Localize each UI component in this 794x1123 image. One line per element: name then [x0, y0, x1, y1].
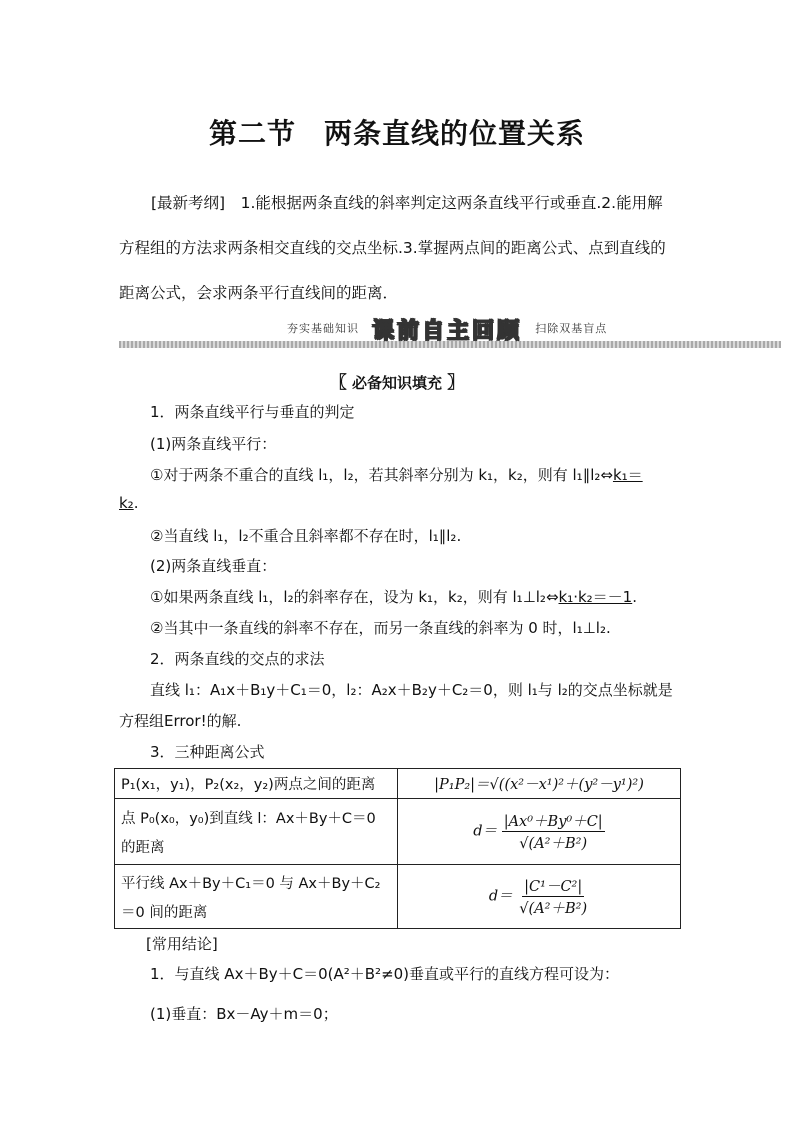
s1-sub2: (2)两条直线垂直：: [150, 557, 277, 575]
s2-line2: 方程组Error!的解.: [119, 712, 242, 730]
s1-item2b: ②当其中一条直线的斜率不存在，而另一条直线的斜率为 0 时，l₁⊥l₂.: [150, 619, 611, 637]
table-cell: 点 P₀(x₀，y₀)到直线 l：Ax＋By＋C＝0 的距离: [115, 799, 398, 865]
s3-heading: 3．三种距离公式: [150, 743, 265, 761]
page-title: [0, 112, 794, 152]
s2-line1: 直线 l₁：A₁x＋B₁y＋C₁＝0，l₂：A₂x＋B₂y＋C₂＝0，则 l₁与 l₂的交点坐标就是: [150, 681, 673, 699]
intro-line-3: 距离公式，会求两条平行直线间的距离．: [119, 284, 399, 302]
answer-blank: k₁＝: [612, 466, 643, 484]
distance-formula-table: [114, 768, 681, 929]
s1-item2a: ①如果两条直线 l₁，l₂的斜率存在，设为 k₁，k₂，则有 l₁⊥l₂⇔k₁·k₂＝－1.: [150, 588, 638, 606]
s1-heading: 1．两条直线平行与垂直的判定: [150, 403, 355, 421]
table-row: [115, 865, 681, 929]
section-banner: [119, 314, 781, 354]
right-bracket-icon: 〗: [447, 373, 465, 393]
table-cell: 平行线 Ax＋By＋C₁＝0 与 Ax＋By＋C₂ ＝0 间的距离: [115, 865, 398, 929]
fraction: $\frac{\text{|Ax⁰＋By⁰＋C|}}{\text{√(A²＋B²)}}$: [502, 810, 605, 853]
answer-blank: k₁·k₂＝－1: [558, 588, 633, 606]
s1-item1a-cont: k₂.: [119, 494, 139, 512]
banner-left-text: 夯实基础知识: [287, 322, 359, 335]
title-topic: 两条直线的位置关系: [324, 117, 586, 150]
intro-paragraph: [119, 181, 679, 316]
answer-blank: k₂: [119, 494, 134, 512]
section-heading: [0, 368, 794, 393]
conclusion-line2: (1)垂直：Bx－Ay＋m＝0；: [150, 1005, 338, 1023]
s2-heading: 2．两条直线的交点的求法: [150, 650, 325, 668]
banner-right-text: 扫除双基盲点: [535, 322, 608, 335]
intro-line-1: [最新考纲] 1.能根据两条直线的斜率判定这两条直线平行或垂直.2.能用解: [151, 194, 663, 212]
s1-sub1: (1)两条直线平行：: [150, 435, 277, 453]
fraction: $\frac{\text{|C¹－C²|}}{\text{√(A²＋B²)}}$: [517, 875, 589, 918]
table-cell: d＝ $\frac{\text{|C¹－C²|}}{\text{√(A²＋B²)}}$: [398, 865, 681, 929]
table-row: [115, 799, 681, 865]
conclusion-heading: [常用结论]: [146, 935, 218, 953]
left-bracket-icon: 〖: [329, 373, 347, 393]
table-cell: d＝ $\frac{\text{|Ax⁰＋By⁰＋C|}}{\text{√(A²＋B²)}}$: [398, 799, 681, 865]
banner-title: 课前自主回顾: [372, 319, 523, 344]
conclusion-line1: 1．与直线 Ax＋By＋C＝0(A²＋B²≠0)垂直或平行的直线方程可设为：: [150, 965, 620, 983]
s1-item1b: ②当直线 l₁，l₂不重合且斜率都不存在时，l₁∥l₂.: [150, 527, 462, 545]
intro-line-2: 方程组的方法求两条相交直线的交点坐标.3.掌握两点间的距离公式、点到直线的: [119, 239, 666, 257]
table-cell: P₁(x₁，y₁)，P₂(x₂，y₂)两点之间的距离: [115, 769, 398, 799]
table-row: [115, 769, 681, 799]
title-section: 第二节: [208, 117, 296, 150]
table-cell: |P₁P₂|＝√((x²－x¹)²＋(y²－y¹)²): [398, 769, 681, 799]
s1-item1a: ①对于两条不重合的直线 l₁，l₂，若其斜率分别为 k₁，k₂，则有 l₁∥l₂⇔k₁＝: [150, 466, 643, 484]
section-heading-text: 必备知识填充: [351, 374, 442, 392]
